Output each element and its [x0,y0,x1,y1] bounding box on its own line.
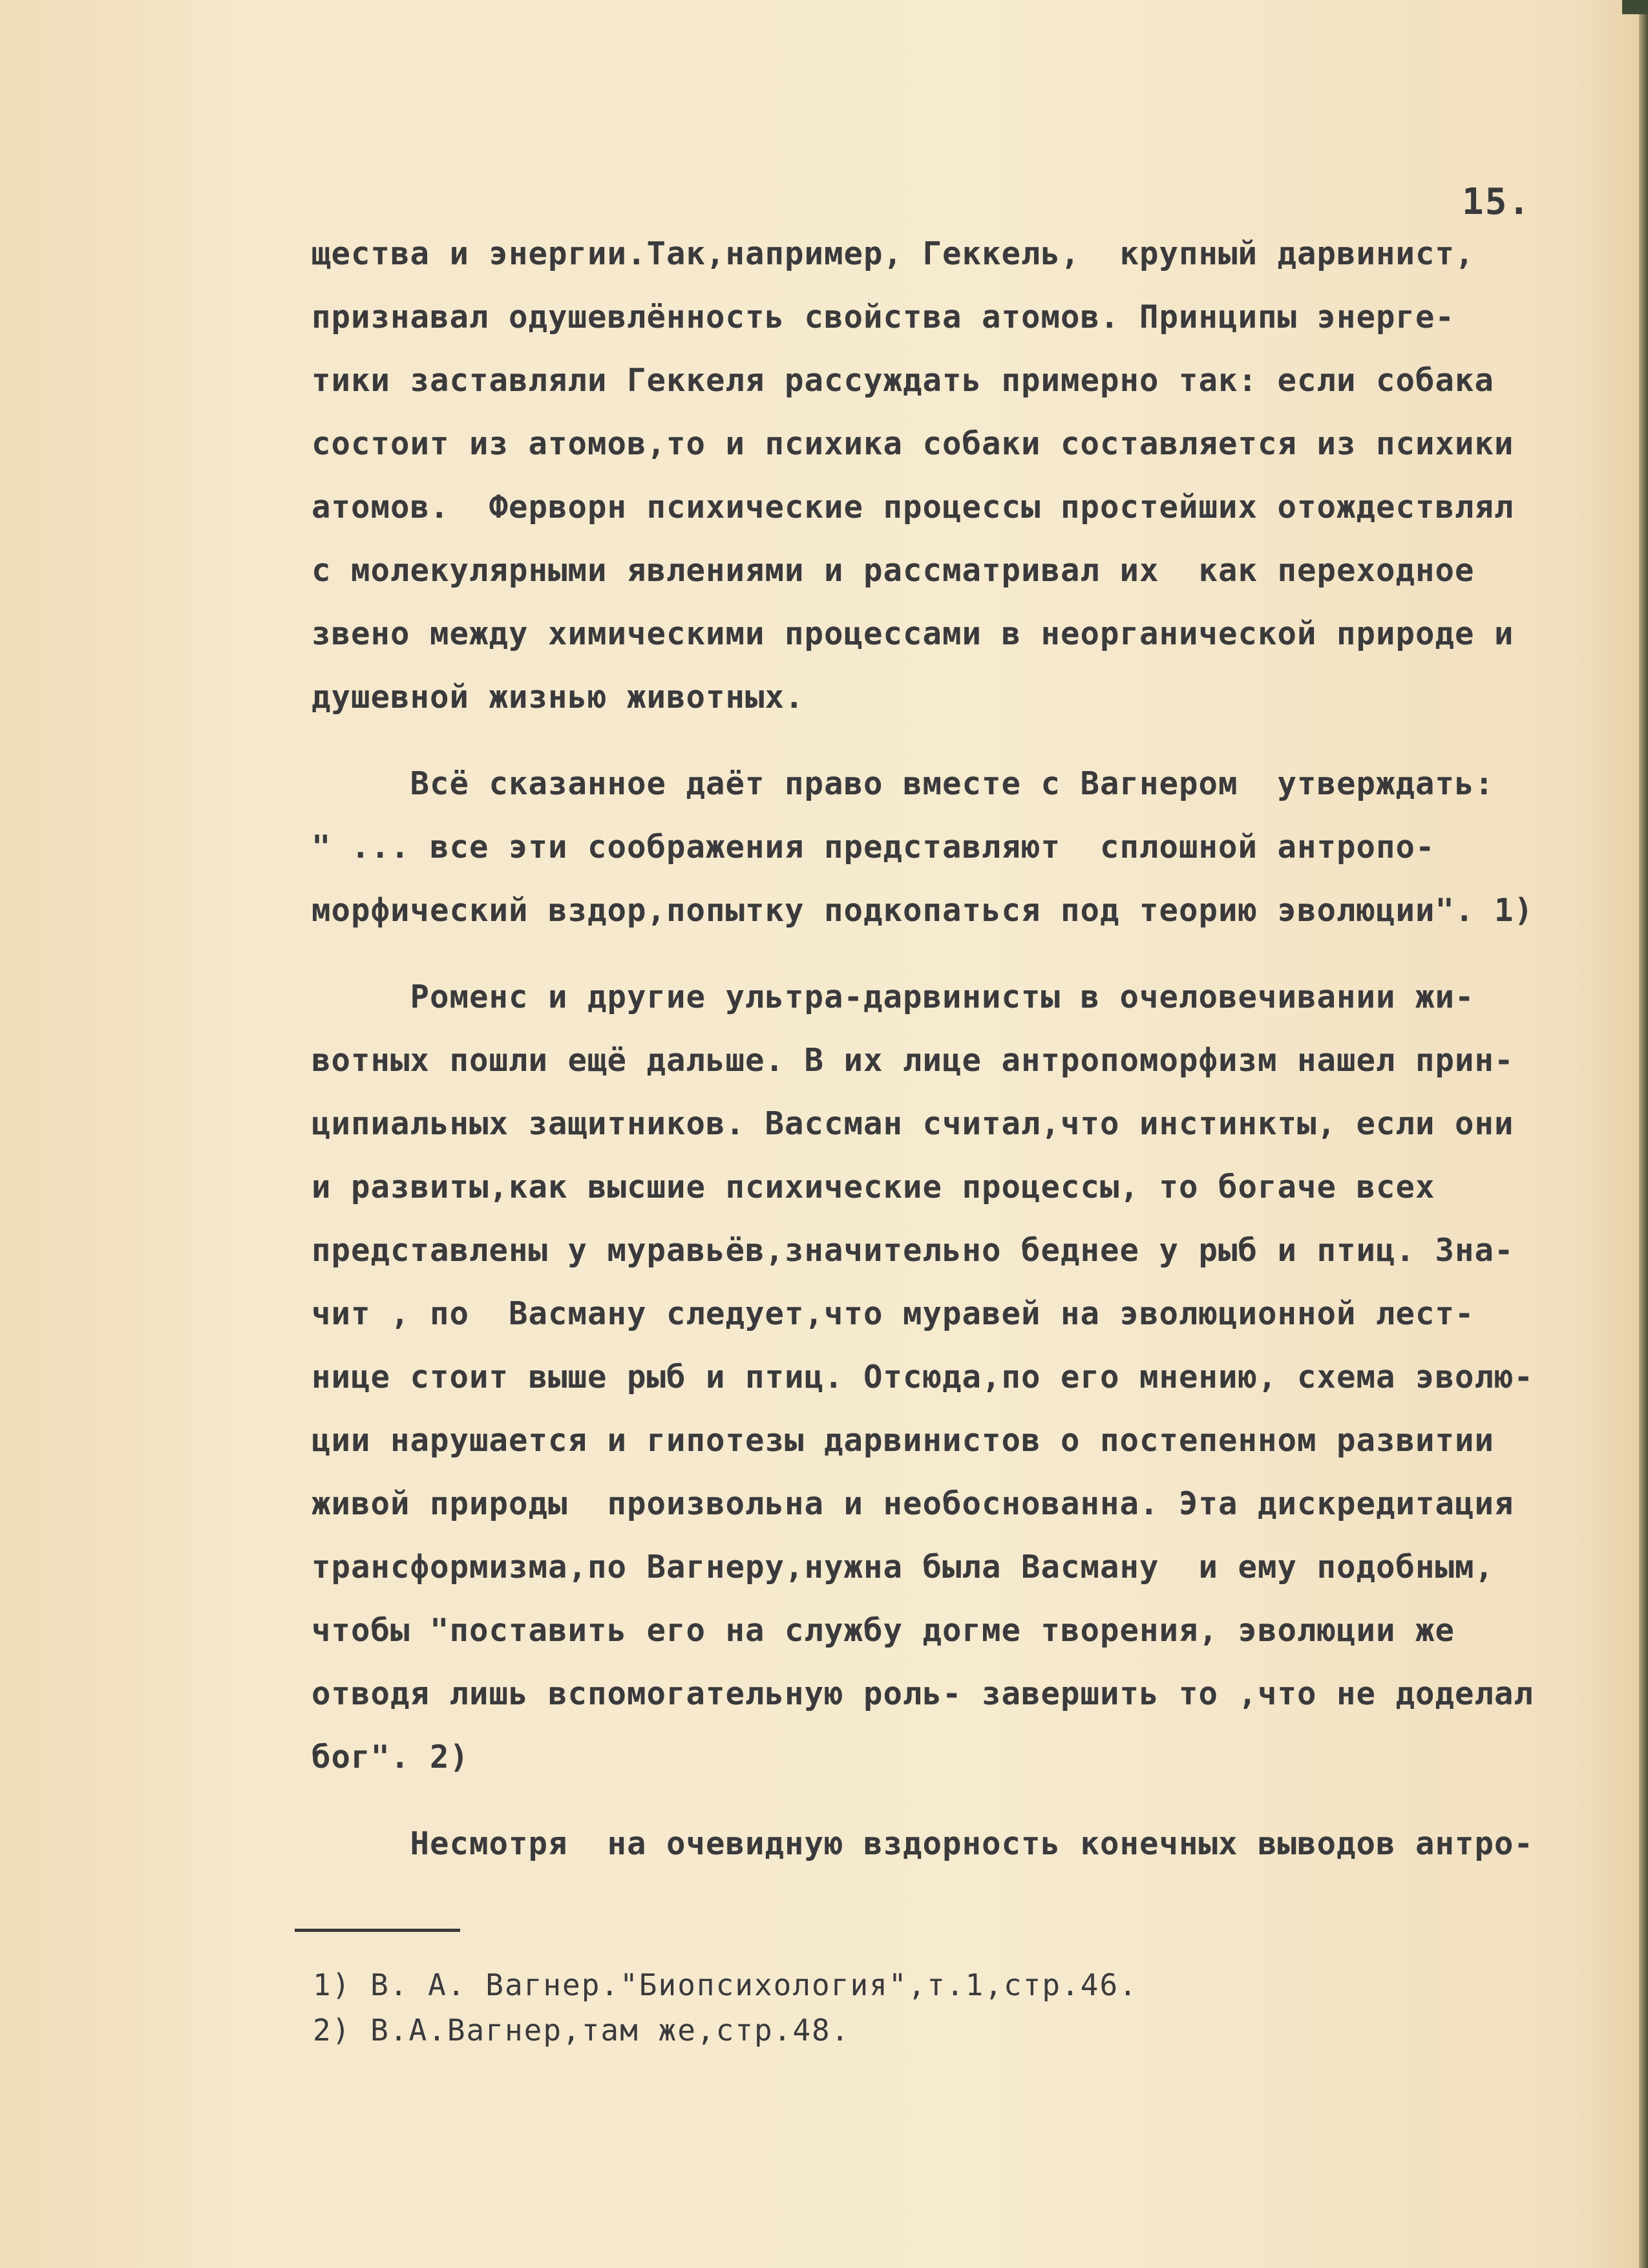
text-line: Роменс и другие ультра-дарвинисты в очеловечивании жи- [312,979,1475,1015]
text-line: тики заставляли Геккеля рассуждать примерно так: если собака [312,362,1495,399]
background-corner [1622,0,1648,14]
text-line: представлены у муравьёв,значительно беднее у рыб и птиц. Зна- [312,1232,1514,1269]
text-line: чтобы "поставить его на службу догме творения, эволюции же [312,1612,1455,1649]
text-line: с молекулярными явлениями и рассматривал их как переходное [312,552,1475,589]
text-line: трансформизма,по Вагнеру,нужна была Васману и ему подобным, [312,1549,1495,1585]
text-line: нице стоит выше рыб и птиц. Отсюда,по его мнению, схема эволю- [312,1359,1534,1395]
footnote: 1) В. А. Вагнер."Биопсихология",т.1,стр.46. [313,1967,1138,2002]
text-line: Всё сказанное даёт право вместе с Вагнером утверждать: [312,765,1495,802]
text-line: вотных пошли ещё дальше. В их лице антропоморфизм нашел прин- [312,1042,1514,1079]
text-line: признавал одушевлённость свойства атомов. Принципы энерге- [312,299,1455,335]
text-line: ции нарушается и гипотезы дарвинистов о постепенном развитии [312,1422,1495,1459]
text-line: живой природы произвольна и необоснованна. Эта дискредитация [312,1485,1514,1522]
page-number: 15. [1462,181,1532,223]
text-line: и развиты,как высшие психические процессы, то богаче всех [312,1169,1435,1205]
text-line: морфический вздор,попытку подкопаться под теорию эволюции". 1) [312,892,1534,929]
text-line: щества и энергии.Так,например, Геккель, крупный дарвинист, [312,235,1475,272]
text-line: " ... все эти соображения представляют сплошной антропо- [312,829,1435,865]
text-line: ципиальных защитников. Вассман считал,что инстинкты, если они [312,1105,1514,1142]
text-line: отводя лишь вспомогательную роль- завершить то ,что не доделал [312,1675,1534,1712]
text-line: бог". 2) [312,1739,470,1775]
text-line: Несмотря на очевидную вздорность конечных выводов антро- [312,1825,1534,1862]
footnote: 2) В.А.Вагнер,там же,стр.48. [313,2013,850,2048]
text-line: атомов. Ферворн психические процессы простейших отождествлял [312,489,1514,525]
footnote-separator [295,1929,460,1932]
page-edge [1639,0,1648,2268]
text-line: душевной жизнью животных. [312,679,805,715]
text-line: состоит из атомов,то и психика собаки составляется из психики [312,425,1514,462]
text-line: чит , по Васману следует,что муравей на эволюционной лест- [312,1295,1475,1332]
text-line: звено между химическими процессами в неорганической природе и [312,615,1514,652]
